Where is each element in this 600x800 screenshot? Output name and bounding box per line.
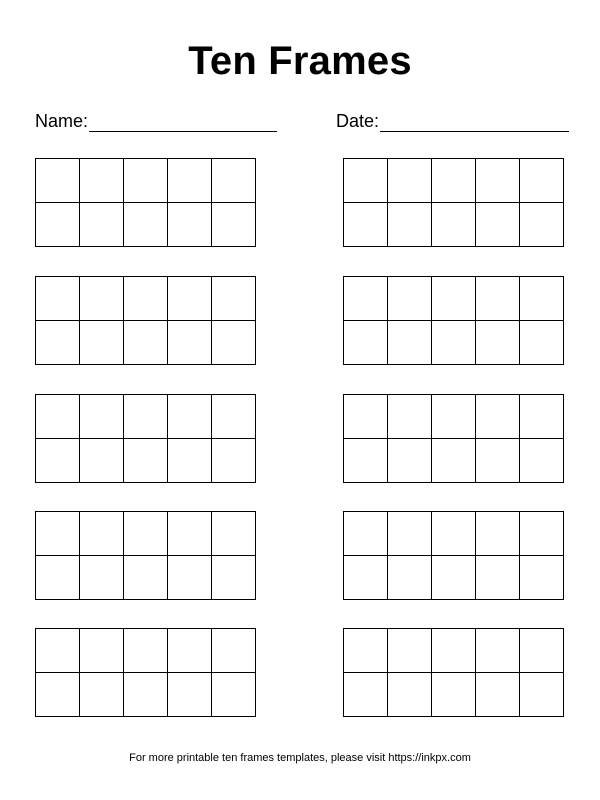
ten-frame-cell [212, 203, 256, 247]
ten-frame-cell [388, 395, 432, 439]
ten-frame-cell [36, 629, 80, 673]
ten-frame-cell [124, 673, 168, 717]
ten-frame-cell [432, 439, 476, 483]
ten-frame-cell [388, 203, 432, 247]
ten-frame-cell [168, 439, 212, 483]
ten-frame-cell [168, 629, 212, 673]
ten-frame-cell [36, 439, 80, 483]
ten-frame-cell [124, 512, 168, 556]
ten-frame-cell [476, 159, 520, 203]
name-write-line[interactable] [89, 111, 277, 132]
ten-frame-cell [432, 629, 476, 673]
ten-frame-cell [124, 556, 168, 600]
ten-frame-cell [520, 203, 564, 247]
ten-frame-cell [124, 159, 168, 203]
ten-frame-cell [80, 629, 124, 673]
ten-frame-cell [388, 556, 432, 600]
page-title: Ten Frames [188, 39, 412, 83]
ten-frame-cell [168, 203, 212, 247]
ten-frame-cell [168, 395, 212, 439]
ten-frame-cell [344, 321, 388, 365]
ten-frame-cell [388, 159, 432, 203]
ten-frame-cell [212, 512, 256, 556]
ten-frame-cell [388, 629, 432, 673]
ten-frame [343, 276, 564, 365]
ten-frame-cell [388, 512, 432, 556]
ten-frame-cell [432, 673, 476, 717]
ten-frame-cell [520, 277, 564, 321]
ten-frame-cell [80, 395, 124, 439]
ten-frame-cell [36, 556, 80, 600]
ten-frame-cell [432, 556, 476, 600]
ten-frame-cell [124, 203, 168, 247]
ten-frame-cell [344, 395, 388, 439]
ten-frame-cell [212, 395, 256, 439]
name-label: Name: [35, 111, 89, 131]
ten-frame [343, 628, 564, 717]
ten-frame-cell [520, 629, 564, 673]
ten-frame-cell [124, 439, 168, 483]
ten-frame-cell [80, 512, 124, 556]
ten-frame-cell [388, 439, 432, 483]
ten-frame-cell [432, 321, 476, 365]
ten-frame-cell [212, 159, 256, 203]
ten-frame [343, 394, 564, 483]
ten-frame-cell [344, 673, 388, 717]
ten-frame-cell [168, 277, 212, 321]
ten-frame-cell [212, 629, 256, 673]
ten-frame-cell [476, 277, 520, 321]
ten-frame-cell [344, 159, 388, 203]
date-write-line[interactable] [380, 111, 569, 132]
ten-frame-cell [80, 673, 124, 717]
ten-frame-cell [344, 203, 388, 247]
ten-frame-cell [124, 395, 168, 439]
ten-frame-cell [80, 321, 124, 365]
ten-frame [35, 511, 256, 600]
ten-frame-cell [36, 673, 80, 717]
ten-frame-cell [344, 439, 388, 483]
footer-note: For more printable ten frames templates, please visit https://inkpx.com [129, 752, 471, 764]
ten-frame-cell [476, 556, 520, 600]
name-field[interactable] [35, 108, 277, 132]
ten-frame [35, 394, 256, 483]
ten-frame [343, 511, 564, 600]
ten-frame-cell [520, 321, 564, 365]
ten-frame-cell [80, 203, 124, 247]
ten-frame [35, 276, 256, 365]
date-label: Date: [336, 111, 380, 131]
ten-frame-cell [80, 159, 124, 203]
ten-frame-cell [36, 159, 80, 203]
ten-frame-cell [344, 512, 388, 556]
ten-frame-cell [520, 395, 564, 439]
ten-frame-cell [36, 321, 80, 365]
ten-frame-cell [168, 673, 212, 717]
ten-frame-cell [168, 556, 212, 600]
ten-frame-cell [520, 556, 564, 600]
ten-frame-cell [388, 277, 432, 321]
ten-frame-cell [476, 439, 520, 483]
ten-frame-cell [212, 277, 256, 321]
ten-frame-cell [124, 277, 168, 321]
ten-frame-cell [476, 321, 520, 365]
date-field[interactable] [336, 108, 569, 132]
ten-frame-cell [168, 512, 212, 556]
ten-frame-cell [168, 159, 212, 203]
ten-frame-cell [388, 321, 432, 365]
ten-frame [343, 158, 564, 247]
ten-frame-cell [520, 512, 564, 556]
ten-frame-cell [80, 277, 124, 321]
ten-frame-cell [344, 277, 388, 321]
ten-frame-cell [344, 629, 388, 673]
ten-frame-cell [36, 512, 80, 556]
ten-frame-cell [36, 395, 80, 439]
ten-frame-cell [520, 159, 564, 203]
ten-frame-cell [36, 203, 80, 247]
ten-frame-cell [212, 321, 256, 365]
ten-frame-cell [476, 203, 520, 247]
ten-frame-cell [432, 512, 476, 556]
ten-frame-cell [476, 629, 520, 673]
ten-frame-cell [432, 277, 476, 321]
ten-frame-cell [388, 673, 432, 717]
ten-frame-cell [212, 439, 256, 483]
ten-frame-cell [476, 512, 520, 556]
ten-frame-cell [36, 277, 80, 321]
ten-frame-cell [124, 629, 168, 673]
ten-frame-cell [212, 673, 256, 717]
ten-frame-cell [520, 439, 564, 483]
ten-frame-cell [80, 439, 124, 483]
ten-frame-cell [432, 203, 476, 247]
ten-frame-cell [476, 395, 520, 439]
ten-frame-cell [520, 673, 564, 717]
ten-frame-cell [212, 556, 256, 600]
ten-frame-cell [432, 159, 476, 203]
ten-frame [35, 158, 256, 247]
ten-frame-cell [344, 556, 388, 600]
ten-frame-cell [168, 321, 212, 365]
ten-frame-cell [124, 321, 168, 365]
ten-frame-cell [476, 673, 520, 717]
ten-frame-cell [432, 395, 476, 439]
ten-frame-cell [80, 556, 124, 600]
ten-frame [35, 628, 256, 717]
